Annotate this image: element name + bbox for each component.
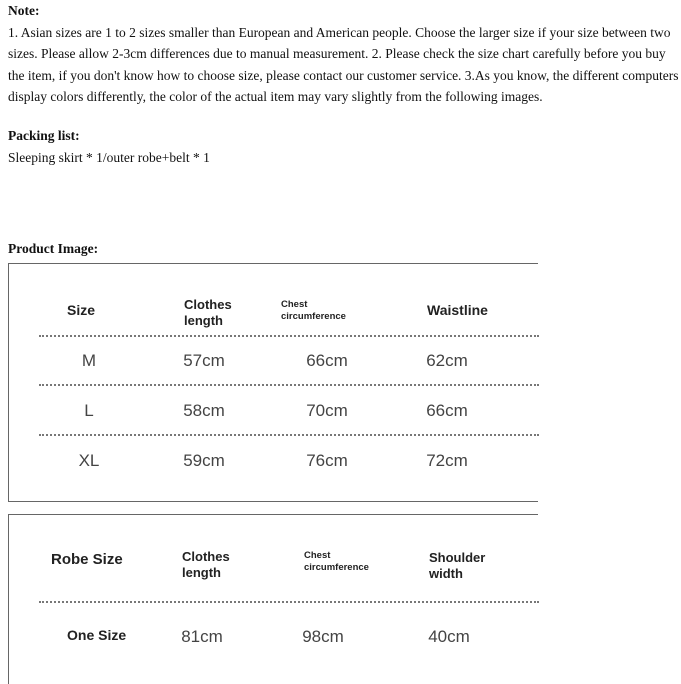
note-body: 1. Asian sizes are 1 to 2 sizes smaller than European and American people. Choose the larger size if your size between two sizes. Please allow 2-3cm differences due to manual measurement. 2. Please check the size chart carefully before you buy the item, if you don't know how to choose size, please contact our customer service. 3.As you know, the different computers display colors differently, the color of the actual item may vary slightly from the following images. (8, 24, 679, 104)
size-chart-table (8, 263, 538, 502)
product-image-title: Product Image: (8, 241, 99, 256)
clothes-length-value: 59cm (183, 451, 225, 470)
waistline-value: 62cm (426, 351, 468, 370)
header-chest-circumference: Chest circumference (304, 550, 369, 573)
row-divider (39, 335, 539, 337)
clothes-length-value: 57cm (183, 351, 225, 370)
shoulder-width-value: 40cm (428, 627, 470, 646)
header-size: Size (67, 302, 96, 318)
chest-value: 66cm (306, 351, 348, 370)
size-value: L (84, 401, 94, 420)
row-divider (39, 601, 539, 603)
clothes-length-value: 58cm (183, 401, 225, 420)
header-clothes-length: Clothes length (182, 549, 230, 580)
packing-list-body: Sleeping skirt * 1/outer robe+belt * 1 (8, 149, 210, 165)
robe-size-value: One Size (67, 627, 127, 643)
waistline-value: 66cm (426, 401, 468, 420)
waistline-value: 72cm (426, 451, 468, 470)
clothes-length-value: 81cm (181, 627, 223, 646)
note-title: Note: (8, 3, 40, 18)
robe-size-chart-table (8, 514, 538, 684)
note-section (8, 0, 680, 108)
header-robe-size: Robe Size (51, 551, 123, 568)
row-divider (39, 434, 539, 436)
chest-value: 98cm (302, 627, 344, 646)
header-waistline: Waistline (427, 302, 488, 318)
packing-list-title: Packing list: (8, 128, 80, 143)
header-clothes-length: Clothes length (184, 297, 232, 328)
chest-value: 76cm (306, 451, 348, 470)
row-divider (39, 384, 539, 386)
chest-value: 70cm (306, 401, 348, 420)
packing-list-section (8, 125, 668, 168)
header-shoulder-width: Shoulder width (429, 550, 486, 581)
header-chest-circumference: Chest circumference (281, 299, 346, 322)
size-value: M (81, 351, 97, 370)
size-value: XL (78, 451, 100, 470)
